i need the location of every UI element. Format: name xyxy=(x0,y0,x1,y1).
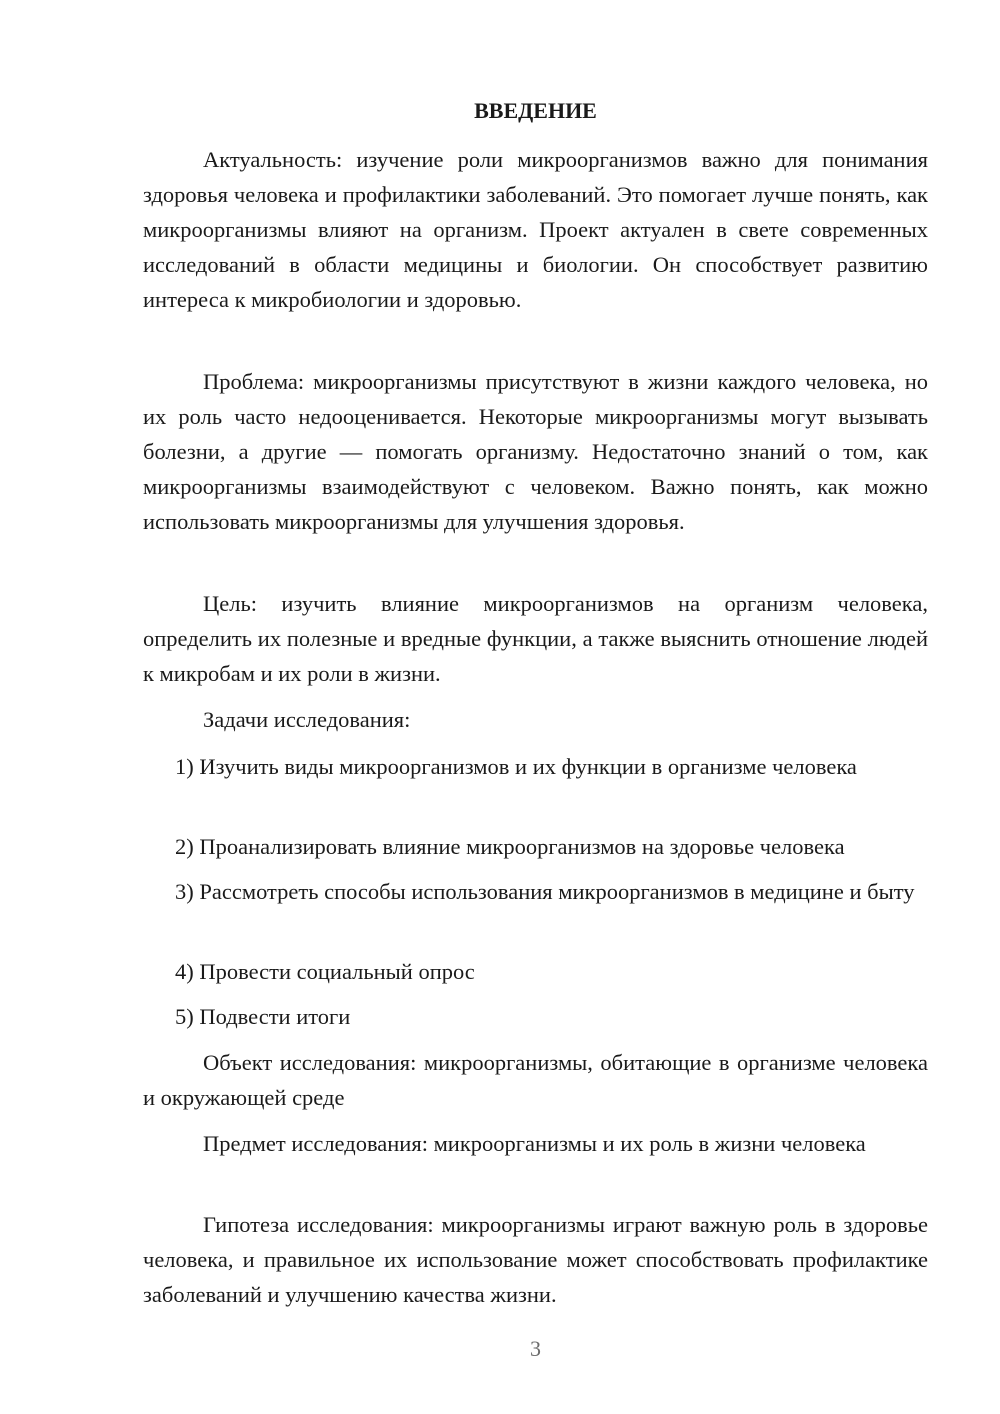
task-item: 5) Подвести итоги xyxy=(175,1004,351,1029)
document-page xyxy=(143,0,928,1414)
page-title: ВВЕДЕНИЕ xyxy=(474,98,597,123)
hypothesis-paragraph: Гипотеза исследования: микроорганизмы играют важную роль в здоровье человека, и правильное их использование может способствовать профилактике заболеваний и улучшению качества жизни. xyxy=(143,1212,928,1307)
page-number: 3 xyxy=(530,1336,541,1361)
object-paragraph: Объект исследования: микроорганизмы, обитающие в организме человека и окружающей среде xyxy=(143,1050,928,1110)
problem-paragraph: Проблема: микроорганизмы присутствуют в жизни каждого человека, но их роль часто недооценивается. Некоторые микроорганизмы могут вызывать болезни, а другие — помогать организму. Недостаточно знаний о том, как микроорганизмы взаимодействуют с человеком. Важно понять, как можно использовать микроорганизмы для улучшения здоровья. xyxy=(143,369,928,534)
task-item: 1) Изучить виды микроорганизмов и их функции в организме человека xyxy=(175,754,857,779)
tasks-heading: Задачи исследования: xyxy=(203,707,411,732)
task-item: 4) Провести социальный опрос xyxy=(175,959,475,984)
relevance-paragraph: Актуальность: изучение роли микроорганизмов важно для понимания здоровья человека и профилактики заболеваний. Это помогает лучше понять, как микроорганизмы влияют на организм. Проект актуален в свете современных исследований в области медицины и биологии. Он способствует развитию интереса к микробиологии и здоровью. xyxy=(143,147,928,312)
task-item: 3) Рассмотреть способы использования микроорганизмов в медицине и быту xyxy=(175,879,915,904)
subject-paragraph: Предмет исследования: микроорганизмы и их роль в жизни человека xyxy=(203,1131,866,1156)
task-item: 2) Проанализировать влияние микроорганизмов на здоровье человека xyxy=(175,834,845,859)
goal-paragraph: Цель: изучить влияние микроорганизмов на организм человека, определить их полезные и вредные функции, а также выяснить отношение людей к микробам и их роли в жизни. xyxy=(143,591,928,686)
